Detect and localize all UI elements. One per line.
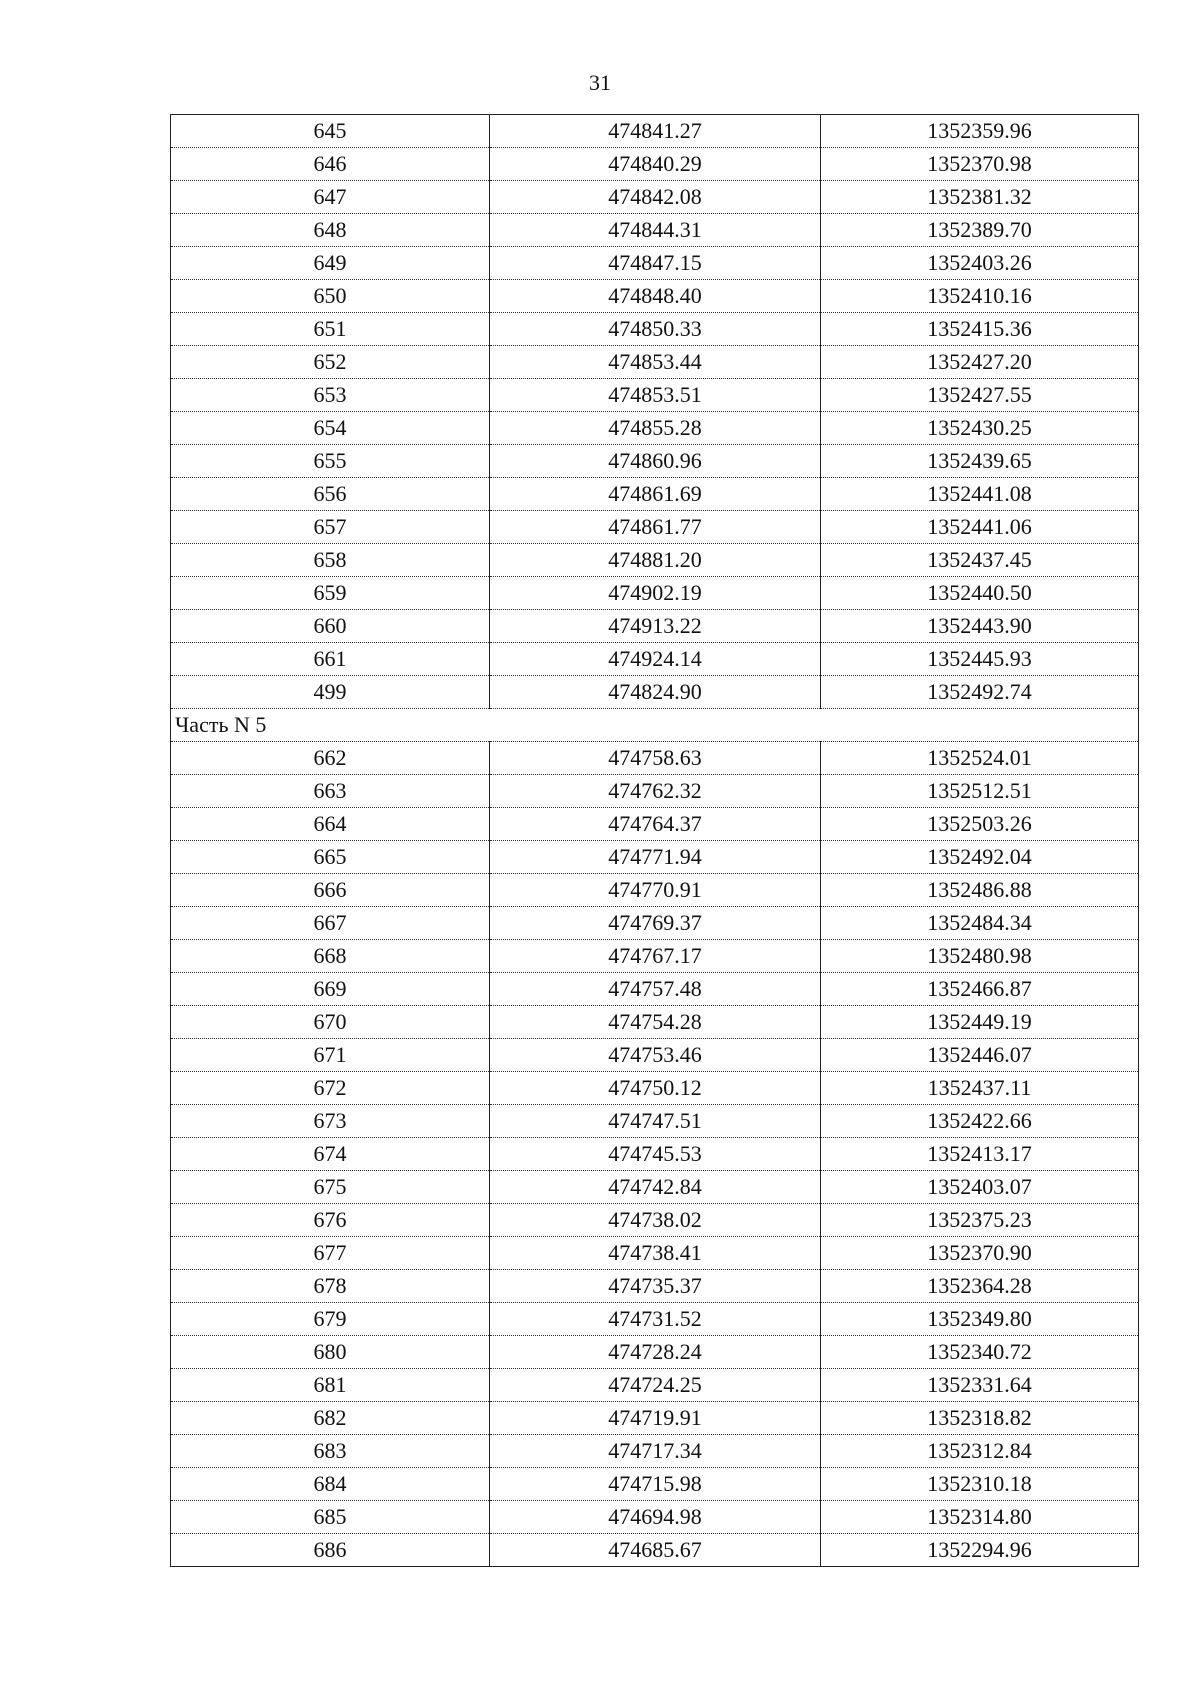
table-row xyxy=(171,1237,1139,1270)
y-coordinate-cell: 1352403.07 xyxy=(821,1171,1139,1204)
table-row xyxy=(171,1402,1139,1435)
y-coordinate-cell: 1352370.98 xyxy=(821,148,1139,181)
y-coordinate-cell: 1352381.32 xyxy=(821,181,1139,214)
x-coordinate-cell: 474844.31 xyxy=(490,214,821,247)
y-coordinate-cell: 1352364.28 xyxy=(821,1270,1139,1303)
x-coordinate-cell: 474853.51 xyxy=(490,379,821,412)
point-number-cell: 652 xyxy=(171,346,490,379)
y-coordinate-cell: 1352314.80 xyxy=(821,1501,1139,1534)
table-row xyxy=(171,511,1139,544)
point-number-cell: 656 xyxy=(171,478,490,511)
point-number-cell: 667 xyxy=(171,907,490,940)
table-row xyxy=(171,841,1139,874)
y-coordinate-cell: 1352427.20 xyxy=(821,346,1139,379)
y-coordinate-cell: 1352480.98 xyxy=(821,940,1139,973)
y-coordinate-cell: 1352445.93 xyxy=(821,643,1139,676)
x-coordinate-cell: 474731.52 xyxy=(490,1303,821,1336)
x-coordinate-cell: 474750.12 xyxy=(490,1072,821,1105)
y-coordinate-cell: 1352427.55 xyxy=(821,379,1139,412)
y-coordinate-cell: 1352443.90 xyxy=(821,610,1139,643)
table-row xyxy=(171,1138,1139,1171)
y-coordinate-cell: 1352439.65 xyxy=(821,445,1139,478)
x-coordinate-cell: 474850.33 xyxy=(490,313,821,346)
x-coordinate-cell: 474724.25 xyxy=(490,1369,821,1402)
x-coordinate-cell: 474685.67 xyxy=(490,1534,821,1567)
point-number-cell: 676 xyxy=(171,1204,490,1237)
x-coordinate-cell: 474824.90 xyxy=(490,676,821,709)
y-coordinate-cell: 1352359.96 xyxy=(821,115,1139,148)
point-number-cell: 684 xyxy=(171,1468,490,1501)
x-coordinate-cell: 474860.96 xyxy=(490,445,821,478)
x-coordinate-cell: 474738.41 xyxy=(490,1237,821,1270)
point-number-cell: 674 xyxy=(171,1138,490,1171)
x-coordinate-cell: 474771.94 xyxy=(490,841,821,874)
point-number-cell: 681 xyxy=(171,1369,490,1402)
y-coordinate-cell: 1352437.45 xyxy=(821,544,1139,577)
point-number-cell: 651 xyxy=(171,313,490,346)
y-coordinate-cell: 1352349.80 xyxy=(821,1303,1139,1336)
table-row xyxy=(171,445,1139,478)
y-coordinate-cell: 1352340.72 xyxy=(821,1336,1139,1369)
table-row xyxy=(171,1006,1139,1039)
x-coordinate-cell: 474853.44 xyxy=(490,346,821,379)
table-row xyxy=(171,1336,1139,1369)
point-number-cell: 653 xyxy=(171,379,490,412)
point-number-cell: 686 xyxy=(171,1534,490,1567)
x-coordinate-cell: 474747.51 xyxy=(490,1105,821,1138)
point-number-cell: 672 xyxy=(171,1072,490,1105)
point-number-cell: 662 xyxy=(171,742,490,775)
table-row xyxy=(171,808,1139,841)
point-number-cell: 680 xyxy=(171,1336,490,1369)
y-coordinate-cell: 1352415.36 xyxy=(821,313,1139,346)
table-row xyxy=(171,1303,1139,1336)
x-coordinate-cell: 474841.27 xyxy=(490,115,821,148)
table-row xyxy=(171,1468,1139,1501)
x-coordinate-cell: 474861.77 xyxy=(490,511,821,544)
table-row xyxy=(171,115,1139,148)
y-coordinate-cell: 1352310.18 xyxy=(821,1468,1139,1501)
table-row xyxy=(171,1204,1139,1237)
table-row xyxy=(171,1270,1139,1303)
y-coordinate-cell: 1352440.50 xyxy=(821,577,1139,610)
y-coordinate-cell: 1352446.07 xyxy=(821,1039,1139,1072)
y-coordinate-cell: 1352318.82 xyxy=(821,1402,1139,1435)
table-row xyxy=(171,1171,1139,1204)
y-coordinate-cell: 1352449.19 xyxy=(821,1006,1139,1039)
y-coordinate-cell: 1352422.66 xyxy=(821,1105,1139,1138)
x-coordinate-cell: 474861.69 xyxy=(490,478,821,511)
x-coordinate-cell: 474762.32 xyxy=(490,775,821,808)
table-row xyxy=(171,181,1139,214)
table-row xyxy=(171,1369,1139,1402)
point-number-cell: 678 xyxy=(171,1270,490,1303)
point-number-cell: 683 xyxy=(171,1435,490,1468)
point-number-cell: 666 xyxy=(171,874,490,907)
table-row xyxy=(171,148,1139,181)
point-number-cell: 671 xyxy=(171,1039,490,1072)
point-number-cell: 663 xyxy=(171,775,490,808)
point-number-cell: 675 xyxy=(171,1171,490,1204)
point-number-cell: 668 xyxy=(171,940,490,973)
point-number-cell: 661 xyxy=(171,643,490,676)
point-number-cell: 682 xyxy=(171,1402,490,1435)
table-row xyxy=(171,478,1139,511)
point-number-cell: 677 xyxy=(171,1237,490,1270)
x-coordinate-cell: 474842.08 xyxy=(490,181,821,214)
table-row xyxy=(171,412,1139,445)
y-coordinate-cell: 1352312.84 xyxy=(821,1435,1139,1468)
section-label: Часть N 5 xyxy=(171,709,1139,742)
x-coordinate-cell: 474757.48 xyxy=(490,973,821,1006)
table-row xyxy=(171,742,1139,775)
point-number-cell: 659 xyxy=(171,577,490,610)
x-coordinate-cell: 474735.37 xyxy=(490,1270,821,1303)
x-coordinate-cell: 474913.22 xyxy=(490,610,821,643)
page-number: 31 xyxy=(589,70,611,95)
table-row xyxy=(171,577,1139,610)
y-coordinate-cell: 1352441.06 xyxy=(821,511,1139,544)
point-number-cell: 657 xyxy=(171,511,490,544)
point-number-cell: 673 xyxy=(171,1105,490,1138)
table-row xyxy=(171,775,1139,808)
point-number-cell: 679 xyxy=(171,1303,490,1336)
point-number-cell: 655 xyxy=(171,445,490,478)
table-row xyxy=(171,1072,1139,1105)
y-coordinate-cell: 1352466.87 xyxy=(821,973,1139,1006)
y-coordinate-cell: 1352370.90 xyxy=(821,1237,1139,1270)
point-number-cell: 670 xyxy=(171,1006,490,1039)
x-coordinate-cell: 474745.53 xyxy=(490,1138,821,1171)
x-coordinate-cell: 474715.98 xyxy=(490,1468,821,1501)
y-coordinate-cell: 1352389.70 xyxy=(821,214,1139,247)
table-row xyxy=(171,1039,1139,1072)
point-number-cell: 649 xyxy=(171,247,490,280)
x-coordinate-cell: 474924.14 xyxy=(490,643,821,676)
table-row xyxy=(171,907,1139,940)
point-number-cell: 660 xyxy=(171,610,490,643)
x-coordinate-cell: 474758.63 xyxy=(490,742,821,775)
table-row xyxy=(171,1501,1139,1534)
point-number-cell: 499 xyxy=(171,676,490,709)
y-coordinate-cell: 1352430.25 xyxy=(821,412,1139,445)
x-coordinate-cell: 474881.20 xyxy=(490,544,821,577)
x-coordinate-cell: 474728.24 xyxy=(490,1336,821,1369)
y-coordinate-cell: 1352492.74 xyxy=(821,676,1139,709)
point-number-cell: 669 xyxy=(171,973,490,1006)
y-coordinate-cell: 1352484.34 xyxy=(821,907,1139,940)
table-row xyxy=(171,379,1139,412)
y-coordinate-cell: 1352410.16 xyxy=(821,280,1139,313)
x-coordinate-cell: 474769.37 xyxy=(490,907,821,940)
point-number-cell: 664 xyxy=(171,808,490,841)
point-number-cell: 645 xyxy=(171,115,490,148)
x-coordinate-cell: 474719.91 xyxy=(490,1402,821,1435)
y-coordinate-cell: 1352503.26 xyxy=(821,808,1139,841)
y-coordinate-cell: 1352331.64 xyxy=(821,1369,1139,1402)
y-coordinate-cell: 1352441.08 xyxy=(821,478,1139,511)
x-coordinate-cell: 474764.37 xyxy=(490,808,821,841)
table-row xyxy=(171,346,1139,379)
point-number-cell: 650 xyxy=(171,280,490,313)
coordinates-table-body xyxy=(171,115,1139,1567)
coordinates-table xyxy=(170,114,1139,1567)
y-coordinate-cell: 1352437.11 xyxy=(821,1072,1139,1105)
table-row xyxy=(171,544,1139,577)
table-row xyxy=(171,247,1139,280)
x-coordinate-cell: 474738.02 xyxy=(490,1204,821,1237)
x-coordinate-cell: 474847.15 xyxy=(490,247,821,280)
point-number-cell: 685 xyxy=(171,1501,490,1534)
point-number-cell: 658 xyxy=(171,544,490,577)
table-row xyxy=(171,973,1139,1006)
table-row xyxy=(171,1435,1139,1468)
x-coordinate-cell: 474770.91 xyxy=(490,874,821,907)
x-coordinate-cell: 474902.19 xyxy=(490,577,821,610)
point-number-cell: 647 xyxy=(171,181,490,214)
x-coordinate-cell: 474848.40 xyxy=(490,280,821,313)
x-coordinate-cell: 474742.84 xyxy=(490,1171,821,1204)
section-row xyxy=(171,709,1139,742)
y-coordinate-cell: 1352403.26 xyxy=(821,247,1139,280)
x-coordinate-cell: 474754.28 xyxy=(490,1006,821,1039)
point-number-cell: 654 xyxy=(171,412,490,445)
table-row xyxy=(171,1105,1139,1138)
x-coordinate-cell: 474717.34 xyxy=(490,1435,821,1468)
x-coordinate-cell: 474694.98 xyxy=(490,1501,821,1534)
y-coordinate-cell: 1352375.23 xyxy=(821,1204,1139,1237)
y-coordinate-cell: 1352524.01 xyxy=(821,742,1139,775)
point-number-cell: 648 xyxy=(171,214,490,247)
table-row xyxy=(171,676,1139,709)
table-row xyxy=(171,214,1139,247)
table-row xyxy=(171,643,1139,676)
y-coordinate-cell: 1352413.17 xyxy=(821,1138,1139,1171)
x-coordinate-cell: 474855.28 xyxy=(490,412,821,445)
point-number-cell: 665 xyxy=(171,841,490,874)
table-row xyxy=(171,940,1139,973)
table-row xyxy=(171,313,1139,346)
x-coordinate-cell: 474753.46 xyxy=(490,1039,821,1072)
point-number-cell: 646 xyxy=(171,148,490,181)
x-coordinate-cell: 474767.17 xyxy=(490,940,821,973)
y-coordinate-cell: 1352486.88 xyxy=(821,874,1139,907)
y-coordinate-cell: 1352512.51 xyxy=(821,775,1139,808)
table-row xyxy=(171,610,1139,643)
table-row xyxy=(171,1534,1139,1567)
y-coordinate-cell: 1352294.96 xyxy=(821,1534,1139,1567)
x-coordinate-cell: 474840.29 xyxy=(490,148,821,181)
table-row xyxy=(171,280,1139,313)
y-coordinate-cell: 1352492.04 xyxy=(821,841,1139,874)
table-row xyxy=(171,874,1139,907)
